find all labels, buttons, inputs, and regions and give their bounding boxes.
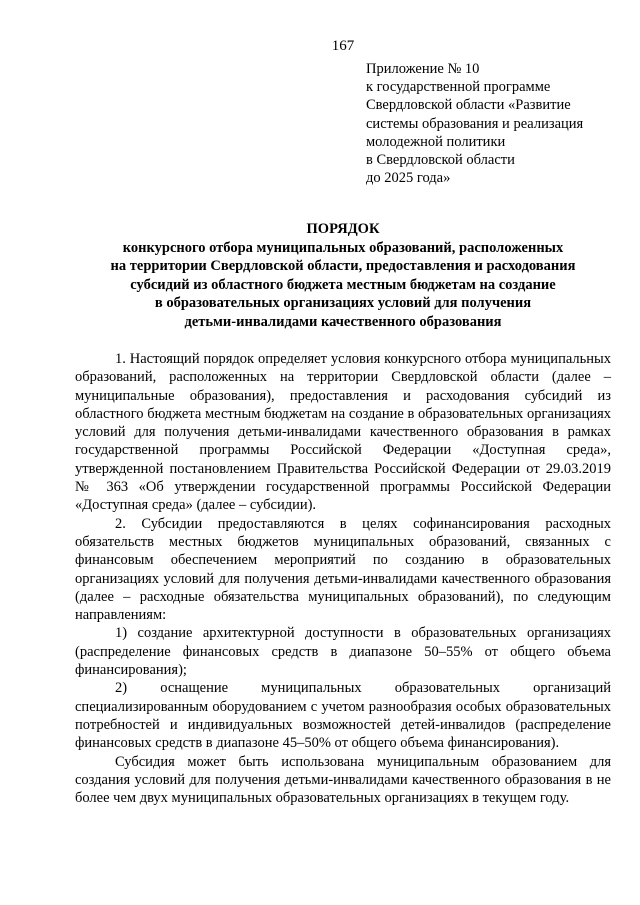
heading-line: в образовательных организациях условий для получения: [154, 295, 532, 312]
heading-line: субсидий из областного бюджета местным бюджетам на создание: [130, 276, 556, 293]
paragraph-2: 2. Субсидии предоставляются в целях софинансирования расходных обязательств местных бюджетов муниципальных образований, связанных с финансовым обеспечением мероприятий по созданию в образовательных организациях условий для получения детьми-инвалидами качественного образования (далее – расходные обязательства муниципальных образований), по следующим направлениям:: [75, 515, 611, 624]
appendix-line: в Свердловской области: [366, 152, 515, 169]
document-body: [75, 350, 611, 807]
heading-title: ПОРЯДОК: [306, 221, 380, 237]
heading-line: детьми-инвалидами качественного образования: [184, 313, 502, 330]
paragraph-3: Субсидия может быть использована муниципальным образованием для создания условий для получения детьми-инвалидами качественного образования в не более чем двух муниципальных образовательных организациях в текущем году.: [75, 753, 611, 807]
appendix-line: молодежной политики: [366, 133, 506, 150]
heading-line: конкурсного отбора муниципальных образований, расположенных: [122, 239, 564, 256]
appendix-line: до 2025 года»: [366, 170, 451, 187]
page-number: 167: [331, 38, 355, 54]
appendix-line: к государственной программе: [366, 79, 551, 96]
appendix-line: системы образования и реализация: [366, 115, 584, 132]
appendix-line: Свердловской области «Развитие: [366, 97, 571, 114]
document-heading: [60, 220, 626, 332]
list-item-2: 2) оснащение муниципальных образовательных организаций специализированным оборудованием с учетом разнообразия особых образовательных потребностей и индивидуальных возможностей детей-инвалидов (распределение финансовых средств в диапазоне 45–50% от общего объема финансирования).: [75, 680, 611, 752]
appendix-line: Приложение № 10: [366, 61, 480, 77]
list-item-1: 1) создание архитектурной доступности в образовательных организациях (распределение финансовых средств в диапазоне 50–55% от общего объема финансирования);: [75, 625, 611, 679]
appendix-block: [366, 60, 626, 187]
heading-line: на территории Свердловской области, предоставления и расходования: [110, 258, 576, 275]
paragraph-1: 1. Настоящий порядок определяет условия конкурсного отбора муниципальных образований, расположенных на территории Свердловской области (далее – муниципальные образования), предоставления и расходования субсидий из областного бюджета местным бюджетам на создание в образовательных организациях условий для получения детьми-инвалидами качественного образования в рамках государственной программы Российской Федерации «Доступная среда», утвержденной постановлением Правительства Российской Федерации от 29.03.2019 № 363 «Об утверждении государственной программы Российской Федерации «Доступная среда» (далее – субсидии).: [75, 351, 611, 514]
